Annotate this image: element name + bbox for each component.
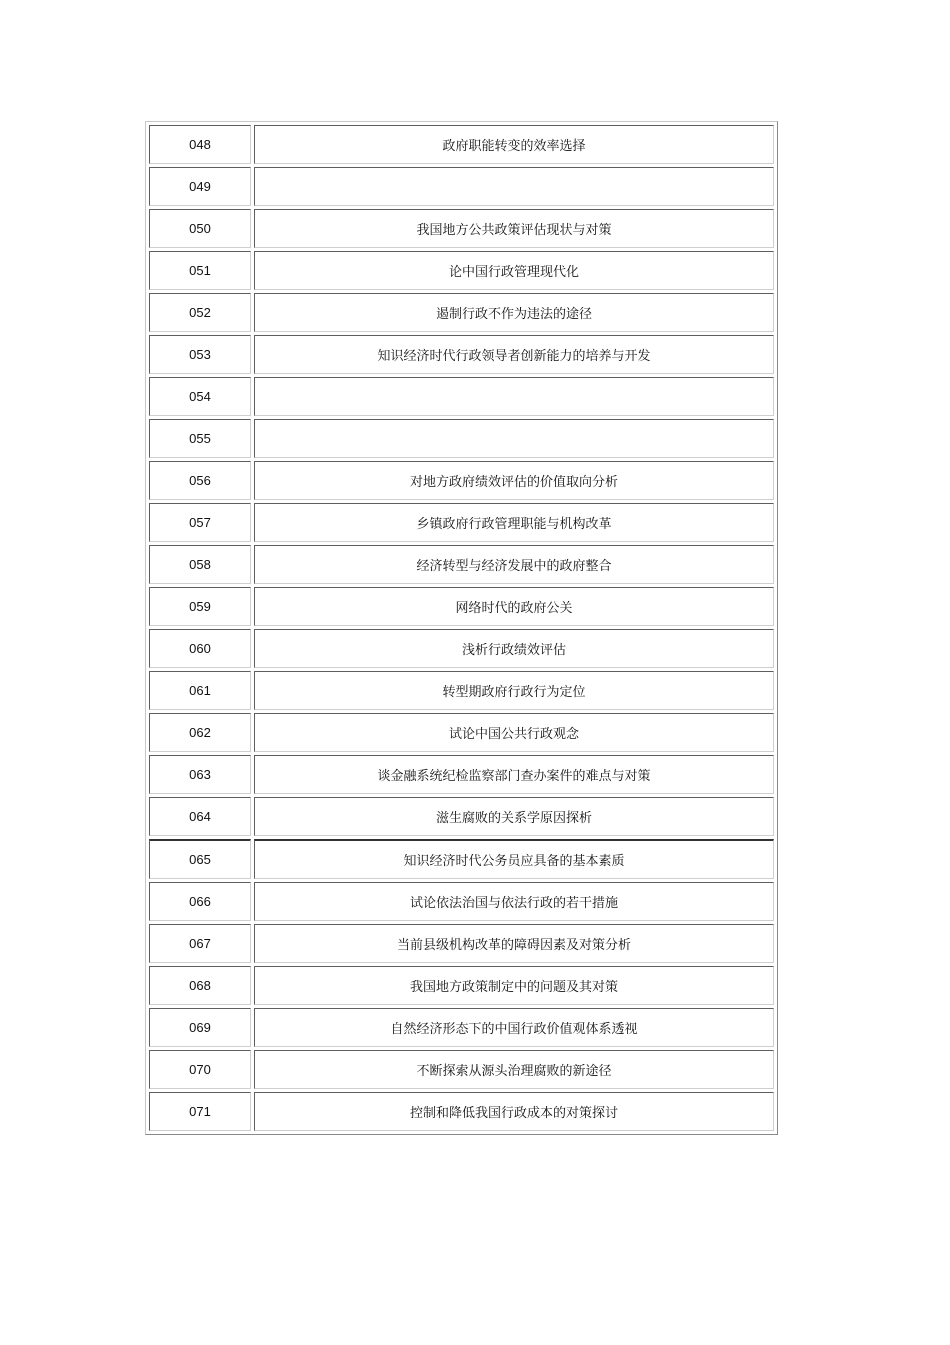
table-row xyxy=(149,755,774,794)
row-number: 070 xyxy=(149,1050,251,1089)
table-row xyxy=(149,882,774,921)
row-title: 谈金融系统纪检监察部门查办案件的难点与对策 xyxy=(254,755,774,794)
row-number: 061 xyxy=(149,671,251,710)
row-number: 059 xyxy=(149,587,251,626)
row-title: 对地方政府绩效评估的价值取向分析 xyxy=(254,461,774,500)
table-row xyxy=(149,671,774,710)
row-title: 网络时代的政府公关 xyxy=(254,587,774,626)
table-row xyxy=(149,419,774,458)
row-number: 051 xyxy=(149,251,251,290)
row-title xyxy=(254,167,774,206)
row-title xyxy=(254,377,774,416)
row-number: 060 xyxy=(149,629,251,668)
row-number: 066 xyxy=(149,882,251,921)
table-row xyxy=(149,503,774,542)
row-number: 064 xyxy=(149,797,251,836)
row-number: 071 xyxy=(149,1092,251,1131)
table-row xyxy=(149,587,774,626)
row-title: 乡镇政府行政管理职能与机构改革 xyxy=(254,503,774,542)
row-number: 057 xyxy=(149,503,251,542)
table-row xyxy=(149,461,774,500)
row-number: 067 xyxy=(149,924,251,963)
table-row xyxy=(149,125,774,164)
row-title: 我国地方政策制定中的问题及其对策 xyxy=(254,966,774,1005)
row-title: 试论依法治国与依法行政的若干措施 xyxy=(254,882,774,921)
row-title: 知识经济时代公务员应具备的基本素质 xyxy=(254,839,774,879)
table-row xyxy=(149,1008,774,1047)
row-title xyxy=(254,419,774,458)
table-row xyxy=(149,545,774,584)
table-row xyxy=(149,335,774,374)
row-number: 058 xyxy=(149,545,251,584)
row-number: 053 xyxy=(149,335,251,374)
row-number: 052 xyxy=(149,293,251,332)
table-row xyxy=(149,377,774,416)
row-number: 056 xyxy=(149,461,251,500)
table-row xyxy=(149,293,774,332)
row-title: 滋生腐败的关系学原因探析 xyxy=(254,797,774,836)
table-row xyxy=(149,1092,774,1131)
table-row xyxy=(149,839,774,879)
row-number: 048 xyxy=(149,125,251,164)
table-row xyxy=(149,629,774,668)
row-title: 当前县级机构改革的障碍因素及对策分析 xyxy=(254,924,774,963)
row-title: 知识经济时代行政领导者创新能力的培养与开发 xyxy=(254,335,774,374)
row-number: 054 xyxy=(149,377,251,416)
row-number: 069 xyxy=(149,1008,251,1047)
row-number: 062 xyxy=(149,713,251,752)
row-number: 055 xyxy=(149,419,251,458)
row-number: 063 xyxy=(149,755,251,794)
row-number: 068 xyxy=(149,966,251,1005)
row-title: 转型期政府行政行为定位 xyxy=(254,671,774,710)
table-row xyxy=(149,713,774,752)
table-row xyxy=(149,966,774,1005)
row-title: 不断探索从源头治理腐败的新途径 xyxy=(254,1050,774,1089)
row-number: 050 xyxy=(149,209,251,248)
row-title: 控制和降低我国行政成本的对策探讨 xyxy=(254,1092,774,1131)
row-title: 试论中国公共行政观念 xyxy=(254,713,774,752)
table-row xyxy=(149,797,774,836)
row-title: 自然经济形态下的中国行政价值观体系透视 xyxy=(254,1008,774,1047)
row-number: 049 xyxy=(149,167,251,206)
table-row xyxy=(149,924,774,963)
table-row xyxy=(149,1050,774,1089)
row-title: 我国地方公共政策评估现状与对策 xyxy=(254,209,774,248)
table-row xyxy=(149,167,774,206)
row-title: 政府职能转变的效率选择 xyxy=(254,125,774,164)
row-title: 经济转型与经济发展中的政府整合 xyxy=(254,545,774,584)
row-title: 浅析行政绩效评估 xyxy=(254,629,774,668)
table-row xyxy=(149,209,774,248)
topics-table xyxy=(145,121,778,1135)
row-title: 遏制行政不作为违法的途径 xyxy=(254,293,774,332)
table-row xyxy=(149,251,774,290)
row-title: 论中国行政管理现代化 xyxy=(254,251,774,290)
row-number: 065 xyxy=(149,839,251,879)
